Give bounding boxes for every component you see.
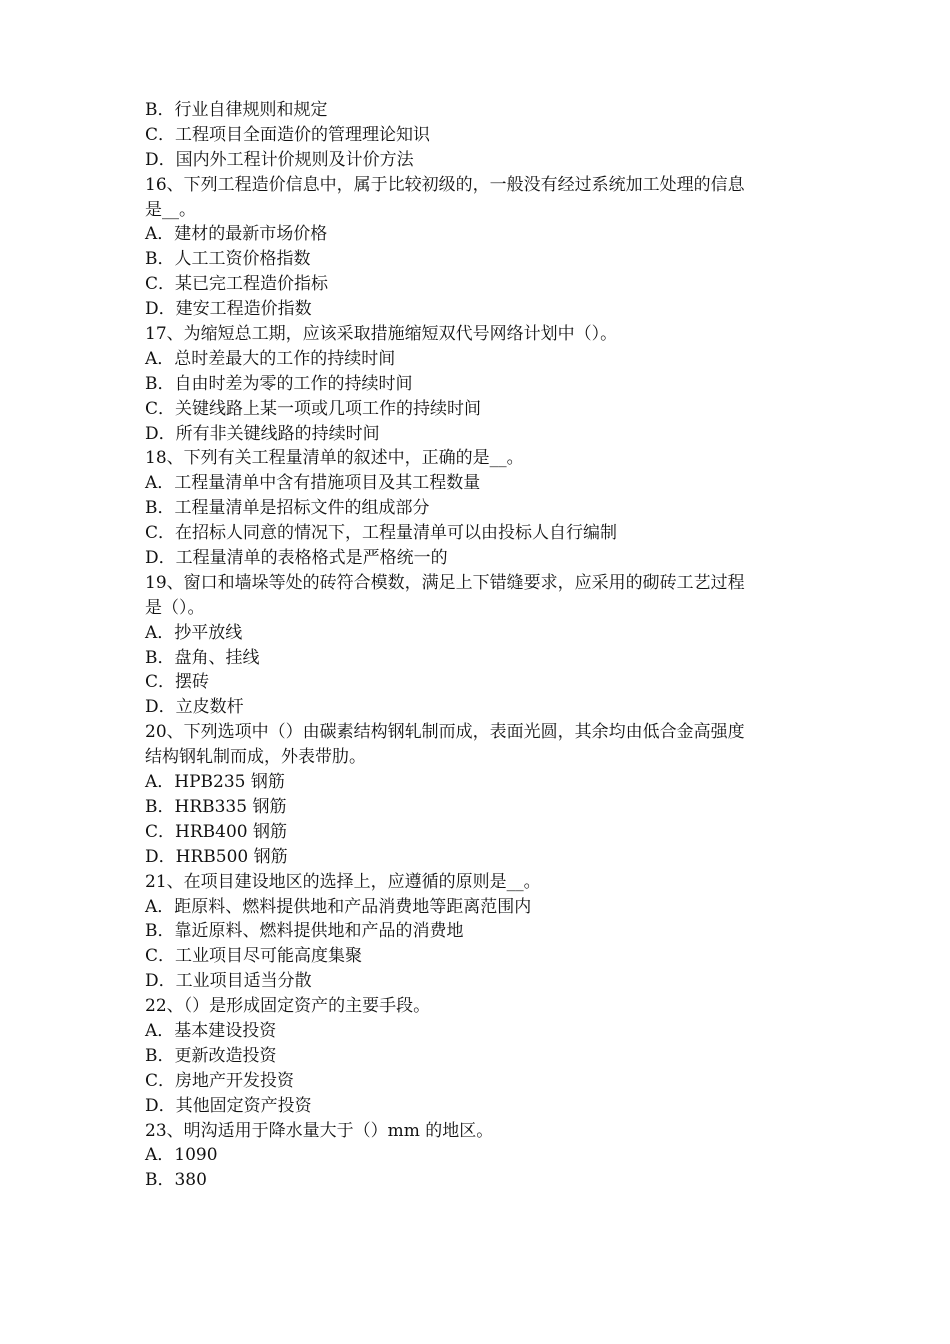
text-line: D．立皮数杆 — [145, 697, 244, 718]
text-line: 16、下列工程造价信息中，属于比较初级的，一般没有经过系统加工处理的信息 — [145, 174, 745, 195]
text-line: A．总时差最大的工作的持续时间 — [145, 348, 396, 369]
text-line: B．HRB335 钢筋 — [145, 796, 287, 817]
text-line: 22、（）是形成固定资产的主要手段。 — [145, 996, 431, 1017]
text-line: 是（）。 — [145, 597, 205, 618]
text-line: C．工程项目全面造价的管理理论知识 — [145, 124, 431, 145]
text-line: 21、在项目建设地区的选择上，应遵循的原则是__。 — [145, 871, 541, 892]
text-line: B．人工工资价格指数 — [145, 249, 311, 270]
text-line: B．行业自律规则和规定 — [145, 100, 328, 120]
text-line: A．建材的最新市场价格 — [145, 224, 328, 245]
text-line: 结构钢轧制而成，外表带肋。 — [145, 747, 366, 768]
text-line: A．距原料、燃料提供地和产品消费地等距离范围内 — [145, 896, 532, 917]
text-line: 23、明沟适用于降水量大于（）mm 的地区。 — [145, 1120, 494, 1141]
text-line: B．盘角、挂线 — [145, 647, 260, 668]
text-line: 是__。 — [145, 199, 196, 220]
text-line: B．更新改造投资 — [145, 1045, 277, 1066]
text-line: D．国内外工程计价规则及计价方法 — [145, 149, 414, 170]
text-line: D．工程量清单的表格格式是严格统一的 — [145, 548, 448, 569]
text-line: C．工业项目尽可能高度集聚 — [145, 946, 363, 967]
text-line: C．摆砖 — [145, 672, 210, 693]
text-line: D．其他固定资产投资 — [145, 1095, 312, 1116]
text-line: A．基本建设投资 — [145, 1020, 277, 1041]
text-line: C．在招标人同意的情况下，工程量清单可以由投标人自行编制 — [145, 523, 618, 544]
text-line: A．1090 — [145, 1145, 218, 1166]
text-line: C．HRB400 钢筋 — [145, 821, 287, 842]
text-line: 20、下列选项中（）由碳素结构钢轧制而成，表面光圆，其余均由低合金高强度 — [145, 722, 745, 743]
text-line: D．建安工程造价指数 — [145, 299, 312, 320]
text-line: B．380 — [145, 1170, 207, 1191]
text-line: C．房地产开发投资 — [145, 1070, 295, 1091]
text-line: A．抄平放线 — [145, 622, 243, 643]
text-line: B．自由时差为零的工作的持续时间 — [145, 373, 413, 394]
text-line: 19、窗口和墙垛等处的砖符合模数，满足上下错缝要求，应采用的砌砖工艺过程 — [145, 572, 745, 593]
text-line: 17、为缩短总工期，应该采取措施缩短双代号网络计划中（）。 — [145, 324, 618, 345]
question-text-block — [145, 98, 825, 1193]
text-line: A．HPB235 钢筋 — [145, 772, 285, 793]
text-line: B．靠近原料、燃料提供地和产品的消费地 — [145, 921, 464, 942]
text-line: 18、下列有关工程量清单的叙述中，正确的是__。 — [145, 448, 524, 469]
text-line: B．工程量清单是招标文件的组成部分 — [145, 498, 430, 519]
text-line: D．工业项目适当分散 — [145, 971, 312, 992]
text-line: C．关键线路上某一项或几项工作的持续时间 — [145, 398, 482, 419]
text-line: C．某已完工程造价指标 — [145, 274, 329, 295]
text-line: A．工程量清单中含有措施项目及其工程数量 — [145, 473, 481, 494]
text-line: D．HRB500 钢筋 — [145, 846, 288, 867]
text-line: D．所有非关键线路的持续时间 — [145, 423, 380, 444]
